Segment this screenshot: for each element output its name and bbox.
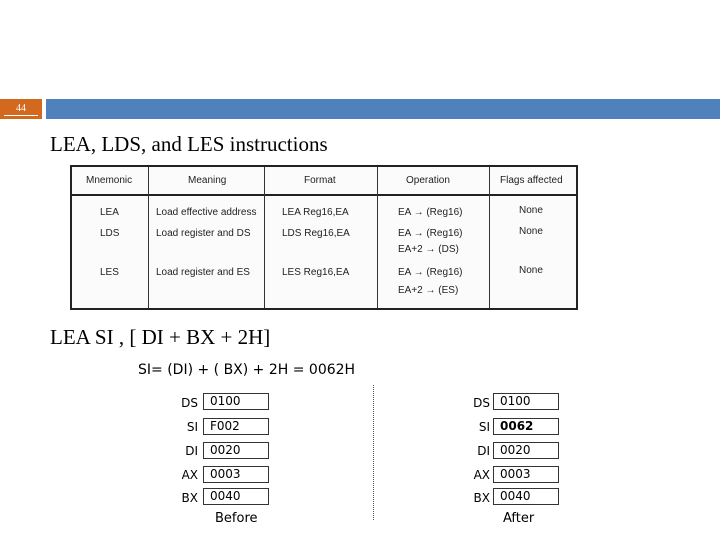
cell-format: LDS Reg16,EA bbox=[282, 228, 350, 239]
column-divider bbox=[489, 167, 490, 308]
register-value: 0003 bbox=[203, 466, 269, 483]
after-caption: After bbox=[503, 511, 535, 526]
register-label: SI bbox=[186, 420, 198, 434]
cell-format: LEA Reg16,EA bbox=[282, 207, 349, 218]
column-divider bbox=[264, 167, 265, 308]
cell-meaning: Load effective address bbox=[156, 207, 257, 218]
dotted-divider bbox=[373, 385, 374, 520]
register-value: F002 bbox=[203, 418, 269, 435]
register-label: DI bbox=[477, 444, 490, 458]
example-instruction: LEA SI , [ DI + BX + 2H] bbox=[50, 325, 271, 349]
register-value: 0020 bbox=[203, 442, 269, 459]
register-value: 0100 bbox=[203, 393, 269, 410]
instruction-table bbox=[70, 165, 578, 310]
register-value-updated: 0062 bbox=[493, 418, 559, 435]
cell-operation: EA → (Reg16) bbox=[398, 207, 463, 218]
header-flags: Flags affected bbox=[500, 175, 563, 186]
cell-operation: EA → (Reg16) bbox=[398, 228, 463, 239]
header-operation: Operation bbox=[406, 175, 450, 186]
address-formula: SI= (DI) + ( BX) + 2H = 0062H bbox=[138, 362, 356, 378]
header-meaning: Meaning bbox=[188, 175, 227, 186]
cell-operation: EA+2 → (ES) bbox=[398, 285, 459, 296]
register-value: 0040 bbox=[493, 488, 559, 505]
cell-format: LES Reg16,EA bbox=[282, 267, 350, 278]
before-caption: Before bbox=[215, 511, 258, 526]
title-bar bbox=[46, 99, 720, 119]
slide-heading: LEA, LDS, and LES instructions bbox=[50, 132, 328, 156]
cell-flags: None bbox=[519, 226, 543, 237]
register-label: DI bbox=[185, 444, 198, 458]
header-format: Format bbox=[304, 175, 336, 186]
header-mnemonic: Mnemonic bbox=[86, 175, 133, 186]
register-label: BX bbox=[181, 491, 198, 505]
column-divider bbox=[377, 167, 378, 308]
page-number: 44 bbox=[0, 99, 42, 119]
register-label: BX bbox=[473, 491, 490, 505]
column-divider bbox=[148, 167, 149, 308]
cell-operation: EA → (Reg16) bbox=[398, 267, 463, 278]
cell-mnemonic: LES bbox=[100, 267, 119, 278]
register-value: 0040 bbox=[203, 488, 269, 505]
register-label: DS bbox=[181, 396, 198, 410]
cell-operation: EA+2 → (DS) bbox=[398, 244, 459, 255]
cell-meaning: Load register and ES bbox=[156, 267, 250, 278]
cell-mnemonic: LEA bbox=[100, 207, 119, 218]
register-label: DS bbox=[473, 396, 490, 410]
cell-flags: None bbox=[519, 205, 543, 216]
register-label: AX bbox=[473, 468, 490, 482]
register-label: SI bbox=[478, 420, 490, 434]
register-value: 0003 bbox=[493, 466, 559, 483]
cell-mnemonic: LDS bbox=[100, 228, 120, 239]
register-label: AX bbox=[181, 468, 198, 482]
register-value: 0020 bbox=[493, 442, 559, 459]
cell-flags: None bbox=[519, 265, 543, 276]
register-value: 0100 bbox=[493, 393, 559, 410]
cell-meaning: Load register and DS bbox=[156, 228, 251, 239]
